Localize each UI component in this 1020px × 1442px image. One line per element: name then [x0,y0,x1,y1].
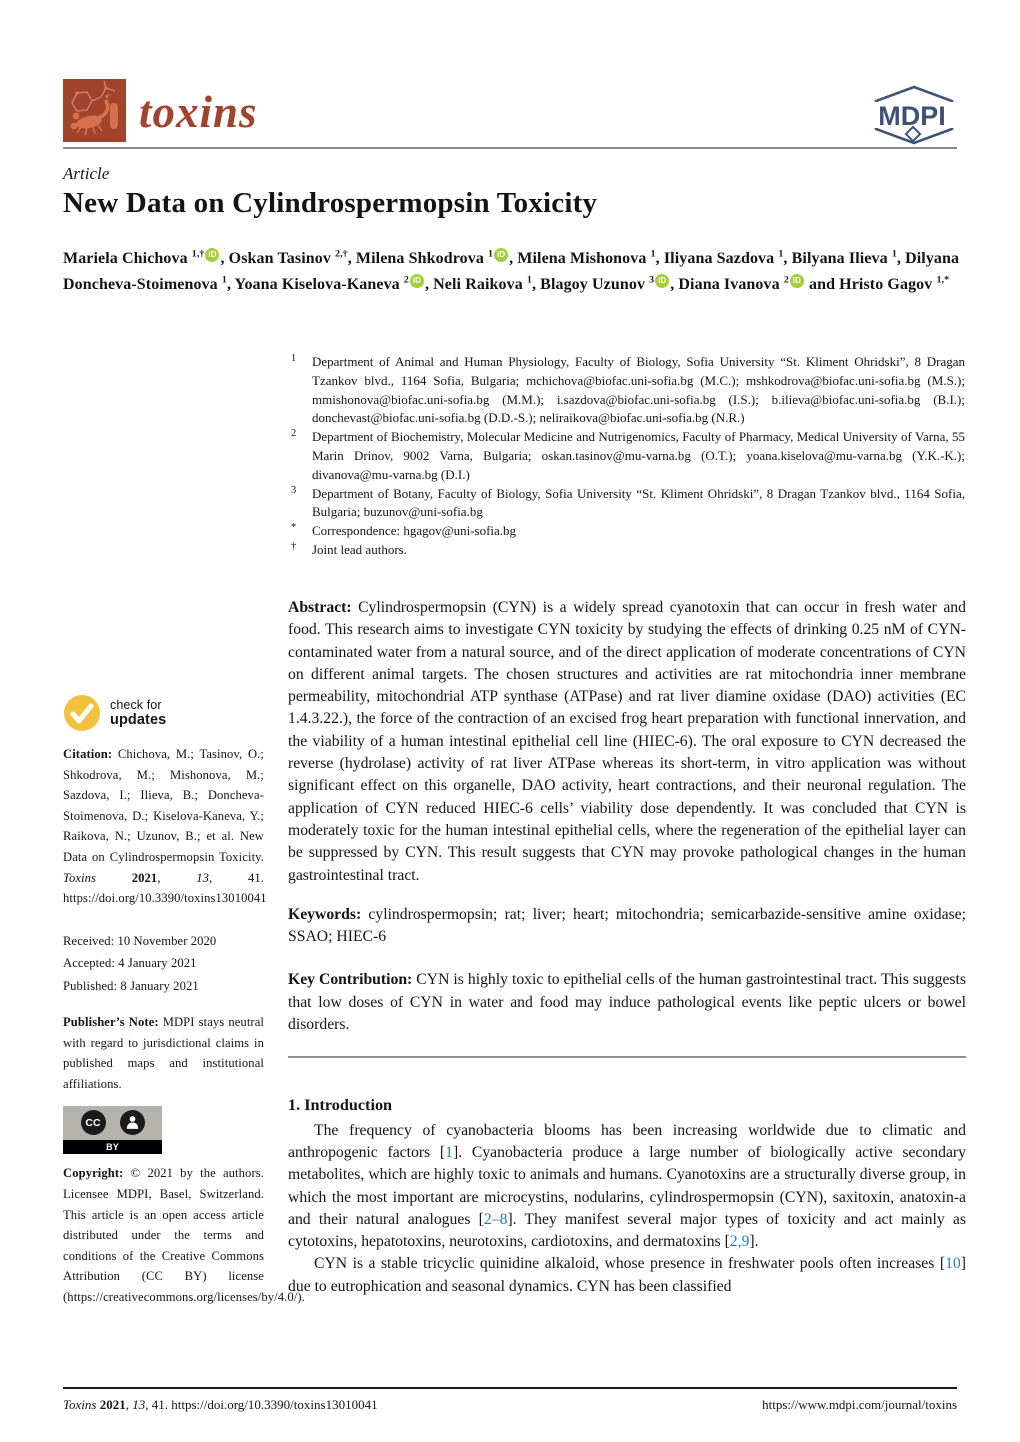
text-segment: and Hristo Gagov [804,276,937,293]
text-segment: © 2021 by the authors. Licensee MDPI, Basel, Switzerland. This article is an open access article distributed under the terms and conditions of the Creative Commons Attribution (CC BY) license (https://creativecommons.org/licenses/by/4.0/). [63,1166,305,1304]
text-segment: 1 [221,274,227,286]
text-segment: 1,† [191,248,205,260]
text-segment: 1 [526,274,532,286]
text-segment: Chichova, M.; Tasinov, O.; Shkodrova, M.; Mishonova, M.; Sazdova, I.; Ilieva, B.; Doncheva-Stoimenova, D.; Kiselova-Kaneva, Y.; Raikova, N.; Uzunov, B.; et al. New Data on Cylindrospermopsin Toxicity. [63,747,265,864]
text-segment: Toxins [63,870,132,885]
journal-wordmark: toxins [139,87,258,137]
affiliation-marker: † [291,540,297,552]
text-segment: ]. [749,1233,759,1251]
reference-link[interactable]: 2,9 [729,1233,750,1251]
date-line: Accepted: 4 January 2021 [63,956,197,971]
reference-link[interactable]: 2–8 [483,1210,508,1228]
text-segment: , 41. https://doi.org/10.3390/toxins13010041 [145,1397,378,1412]
abstract [288,597,966,887]
mdpi-logo [864,85,960,145]
text-segment: 1,* [936,274,950,286]
orcid-icon[interactable]: iD [410,274,424,288]
text-segment: Cylindrospermopsin (CYN) is a widely spread cyanotoxin that can occur in fresh water and food. This research aims to investigate CYN toxicity by studying the effects of drinking 0.25 nM of CYN-contaminated water from a natural source, and of the direct application of moderate concentrations of CYN on different animal targets. The chosen structures and activities are rat mitochondria inner membrane permeability, mitochondrial ATP synthase (ATPase) and rat liver diamine oxidase (DAO) activities (EC 1.4.3.22.), the force of the contraction of an excised frog heart preparation with functional innervation, and the viability of a human intestinal epithelial cell line (HIEC-6). The oral exposure to CYN decreased the reverse (hydrolase) activity of rat liver ATPase whereas its short-term, in vitro application was without significant effect on this organelle, DAO activity, heart contractions, and their neuronal regulation. The application of CYN reduced HIEC-6 cells’ viability dose dependently. It was concluded that CYN is moderately toxic for the human intestinal epithelial cells, where the regeneration of the epithelial layer can be suppressed by CYN. This result suggests that CYN may provoke pathological changes in the human gastrointestinal tract. [288,599,966,884]
affiliation-marker: 1 [291,353,297,364]
text-segment: , Dilyana Doncheva-Stoimenova [63,250,960,293]
text-segment: , Yoana Kiselova-Kaneva [226,276,404,293]
cc-by-label: BY [63,1140,162,1154]
affiliation-text: Department of Animal and Human Physiology, Faculty of Biology, Sofia University “St. Kliment Ohridski”, 8 Dragan Tzankov blvd., 1164 Sofia, Bulgaria; mchichova@biofac.uni-sofia.bg (M.C.); mshkodrova@biofac.uni-sofia.bg (M.S.); mmishonova@biofac.uni-sofia.bg (M.M.); i.sazdova@biofac.uni-sofia.bg (I.S.); b.ilieva@biofac.uni-sofia.bg (B.I.); donchevast@biofac.uni-sofia.bg (D.D.-S.); neliraikova@biofac.uni-sofia.bg (N.R.) [312,354,965,426]
citation-block [63,744,267,909]
orcid-icon[interactable]: iD [655,274,669,288]
mdpi-logo-text: MDPI [878,101,946,131]
text-segment: 2021 [99,1397,126,1412]
keywords [288,904,966,949]
date-line: Published: 8 January 2021 [63,978,199,993]
text-segment: , 41. https://doi.org/10.3390/toxins13010041 [63,870,267,906]
text-segment: Keywords: [288,905,369,923]
text-segment: MDPI stays neutral with regard to jurisdictional claims in published maps and institutional affiliations. [63,1014,264,1091]
footer-journal-url[interactable]: https://www.mdpi.com/journal/toxins [762,1397,957,1412]
updates-line2: updates [110,712,167,728]
affiliation-item [288,541,965,560]
text-segment: 3 [649,274,655,286]
publisher-note [63,1012,264,1094]
text-segment: , Iliyana Sazdova [655,250,779,267]
text-segment: , Milena Shkodrova [347,250,489,267]
scorpion-icon [63,79,126,142]
text-segment: The frequency of cyanobacteria blooms has been increasing worldwide due to climatic and anthropogenic factors [ [288,1121,966,1161]
intro-paragraph-2 [288,1253,966,1298]
affiliation-text: Department of Botany, Faculty of Biology, Sofia University “St. Kliment Ohridski”, 8 Dragan Tzankov blvd., 1164 Sofia, Bulgaria; buzunov@uni-sofia.bg [312,485,965,520]
affiliation-marker: * [291,522,297,534]
affiliation-item [288,428,965,484]
text-segment: CYN is a stable tricyclic quinidine alkaloid, whose presence in freshwater pools often increases [ [314,1255,946,1273]
text-segment: 2 [783,274,789,286]
orcid-icon[interactable]: iD [205,248,219,262]
updates-line1: check for [110,698,162,712]
text-segment: , Diana Ivanova [670,276,784,293]
affiliation-item [288,522,965,541]
author-list [63,246,961,298]
main-text-column [288,597,966,1298]
text-segment: cylindrospermopsin; rat; liver; heart; mitochondria; semicarbazide-sensitive amine oxidase; SSAO; HIEC-6 [288,905,966,946]
intro-paragraph-1 [288,1120,966,1254]
check-for-updates-text [110,698,166,728]
page-title: New Data on Cylindrospermopsin Toxicity [63,187,598,219]
text-segment: 13 [132,1397,146,1412]
reference-link[interactable]: 10 [945,1255,961,1273]
cc-icon: CC [81,1110,106,1135]
reference-link[interactable]: 1 [445,1143,453,1161]
text-segment: , [157,870,197,885]
text-segment: ]. They manifest several major types of toxicity and act mainly as cytotoxins, hepatotoxins, neurotoxins, cardiotoxins, and dermatoxins [ [288,1210,966,1251]
affiliation-text: Department of Biochemistry, Molecular Medicine and Nutrigenomics, Faculty of Pharmacy, Medical University of Varna, 55 Marin Drinov, 9002 Varna, Bulgaria; oskan.tasinov@mu-varna.bg (O.T.); yoana.kiselova@mu-varna.bg (Y.K.-K.); divanova@mu-varna.bg (D.I.) [312,429,965,482]
affiliation-marker: 2 [291,428,297,440]
orcid-icon[interactable]: iD [494,248,508,262]
text-segment: , [125,1397,133,1412]
text-segment: CYN is highly toxic to epithelial cells of the human gastrointestinal tract. This suggests that low doses of CYN in water and food may induce pathological events like peptic ulcers or bowel disorders. [288,971,966,1034]
text-segment: , Bilyana Ilieva [783,250,892,267]
text-segment: 1 [488,248,494,260]
text-segment: 13 [196,870,210,885]
text-segment: Citation: [63,747,118,761]
affiliation-item [288,353,965,428]
date-line: Received: 10 November 2020 [63,933,217,948]
copyright-block [63,1163,305,1307]
footer-divider [63,1387,957,1389]
text-segment: , Oskan Tasinov [220,250,336,267]
text-segment: Toxins [63,1397,100,1412]
section-heading-introduction: 1. Introduction [288,1096,393,1115]
text-segment: Abstract: [288,599,359,616]
text-segment: 1 [650,248,656,260]
text-segment: Copyright: [63,1166,131,1181]
text-segment: , Milena Mishonova [509,250,651,267]
check-for-updates-badge[interactable] [63,694,264,732]
check-circle-icon [63,694,101,732]
text-segment: Publisher’s Note: [63,1014,163,1029]
key-contribution [288,969,966,1036]
text-segment: 2021 [131,870,158,885]
text-segment: , Blagoy Uzunov [531,276,650,293]
text-segment: ]. Cyanobacteria produce a large number of biologically active secondary metabolites, which are highly toxic to animals and humans. Cyanotoxins are a structurally diverse group, in which the most important are microcystins, nodularins, cylindrospermopsin (CYN), saxitoxin, anatoxin-a and their natural analogues [ [288,1143,966,1228]
left-margin-column [63,694,305,1308]
text-segment: 1 [891,248,897,260]
header-divider [63,147,957,149]
text-segment: 1 [778,248,784,260]
text-segment: 2,† [335,248,348,260]
text-segment: Mariela Chichova [63,250,192,267]
text-segment: Key Contribution: [288,971,417,989]
cc-person-icon [120,1110,145,1135]
orcid-icon[interactable]: iD [790,274,804,288]
article-type-label: Article [63,164,110,183]
toxins-journal-logo [63,79,126,142]
text-segment: 2 [403,274,409,286]
history-dates [63,930,264,997]
text-segment: , Neli Raikova [424,276,527,293]
section-divider [288,1056,966,1058]
affiliation-text: Correspondence: hgagov@uni-sofia.bg [312,523,517,539]
affiliation-item [288,485,965,523]
text-segment: ] due to eutrophication and seasonal dynamics. CYN has been classified [288,1255,966,1295]
affiliation-marker: 3 [291,484,297,496]
footer-citation [63,1397,378,1413]
affiliations-list [288,353,965,560]
affiliation-text: Joint lead authors. [312,541,407,557]
cc-by-badge[interactable] [63,1106,162,1154]
